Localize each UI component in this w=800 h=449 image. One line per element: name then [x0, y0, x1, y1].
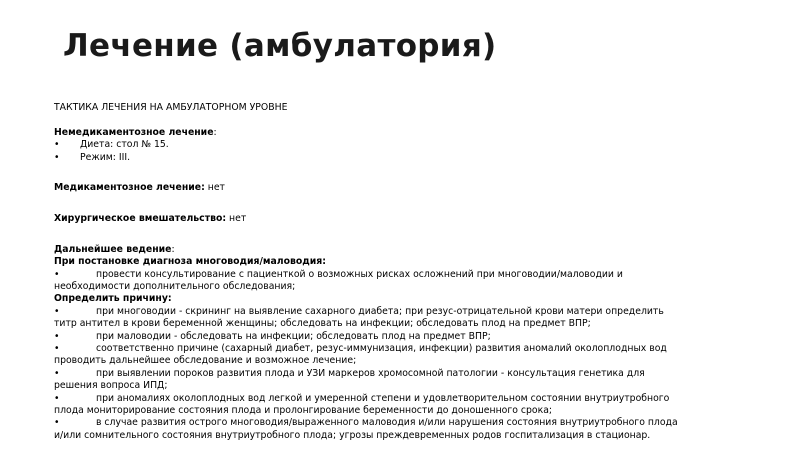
surgery-line [54, 213, 776, 225]
followup-header [54, 244, 776, 256]
list-item [54, 417, 776, 429]
non-drug-label: Немедикаментозное лечение [54, 126, 214, 138]
list-item [54, 306, 776, 318]
list-item [54, 269, 776, 281]
surgery-label: Хирургическое вмешательство: [54, 213, 227, 225]
list-item-continuation: титр антител в крови беременной женщины; обследовать на инфекции; обследовать плод на предмет ВПР; [54, 318, 591, 330]
list-item-continuation: решения вопроса ИПД; [54, 380, 168, 392]
diagnosis-label: При постановке диагноза многоводия/маловодия: [54, 256, 326, 268]
bullet: • [54, 367, 60, 379]
list-item-text: в случае развития острого многоводия/выраженного маловодия и/или нарушения состояния внутриутробного плода [96, 417, 678, 429]
bullet: • [54, 151, 60, 163]
section-heading: ТАКТИКА ЛЕЧЕНИЯ НА АМБУЛАТОРНОМ УРОВНЕ [54, 102, 288, 113]
drug-line [54, 182, 776, 194]
drug-label: Медикаментозное лечение: [54, 182, 205, 194]
non-drug-header [54, 127, 776, 139]
slide-content [54, 102, 776, 442]
list-item [54, 343, 776, 355]
bullet: • [54, 305, 60, 317]
list-item-text: при многоводии - скрининг на выявление сахарного диабета; при резус-отрицательной крови матери определить [96, 305, 664, 317]
followup-label: Дальнейшее ведение [54, 243, 172, 255]
list-item [54, 368, 776, 380]
cause-label: Определить причину: [54, 293, 172, 305]
slide-title: Лечение (амбулатория) [63, 28, 497, 64]
bullet: • [54, 268, 60, 280]
list-item [54, 152, 776, 164]
diet-text: Диета: стол № 15. [80, 139, 169, 151]
bullet: • [54, 343, 60, 355]
list-item [54, 139, 776, 151]
regime-text: Режим: III. [80, 151, 131, 163]
list-item [54, 331, 776, 343]
bullet: • [54, 330, 60, 342]
list-item-continuation: плода мониторирование состояния плода и пролонгирование беременности до доношенного срока; [54, 404, 553, 416]
list-item-continuation: и/или сомнительного состояния внутриутробного плода; угрозы преждевременных родов госпитализация в стационар. [54, 429, 651, 441]
list-item-text: при аномалиях околоплодных вод легкой и умеренной степени и удовлетворительном состоянии внутриутробного [96, 392, 670, 404]
list-item-text: соответственно причине (сахарный диабет, резус-иммунизация, инфекции) развития аномалий околоплодных вод [96, 343, 667, 355]
list-item [54, 393, 776, 405]
bullet: • [54, 417, 60, 429]
list-item-continuation: необходимости дополнительного обследования; [54, 281, 296, 293]
list-item-text: провести консультирование с пациенткой о возможных рисках осложнений при многоводии/маловодии и [96, 268, 623, 280]
list-item-text: при выявлении пороков развития плода и УЗИ маркеров хромосомной патологии - консультация генетика для [96, 367, 645, 379]
non-drug-colon: : [213, 126, 217, 138]
surgery-value: нет [226, 213, 247, 225]
followup-colon: : [171, 243, 175, 255]
list-item-text: при маловодии - обследовать на инфекции; обследовать плод на предмет ВПР; [96, 330, 491, 342]
bullet: • [54, 392, 60, 404]
bullet: • [54, 139, 60, 151]
list-item-continuation: проводить дальнейшее обследование и возможное лечение; [54, 355, 357, 367]
drug-value: нет [204, 182, 225, 194]
